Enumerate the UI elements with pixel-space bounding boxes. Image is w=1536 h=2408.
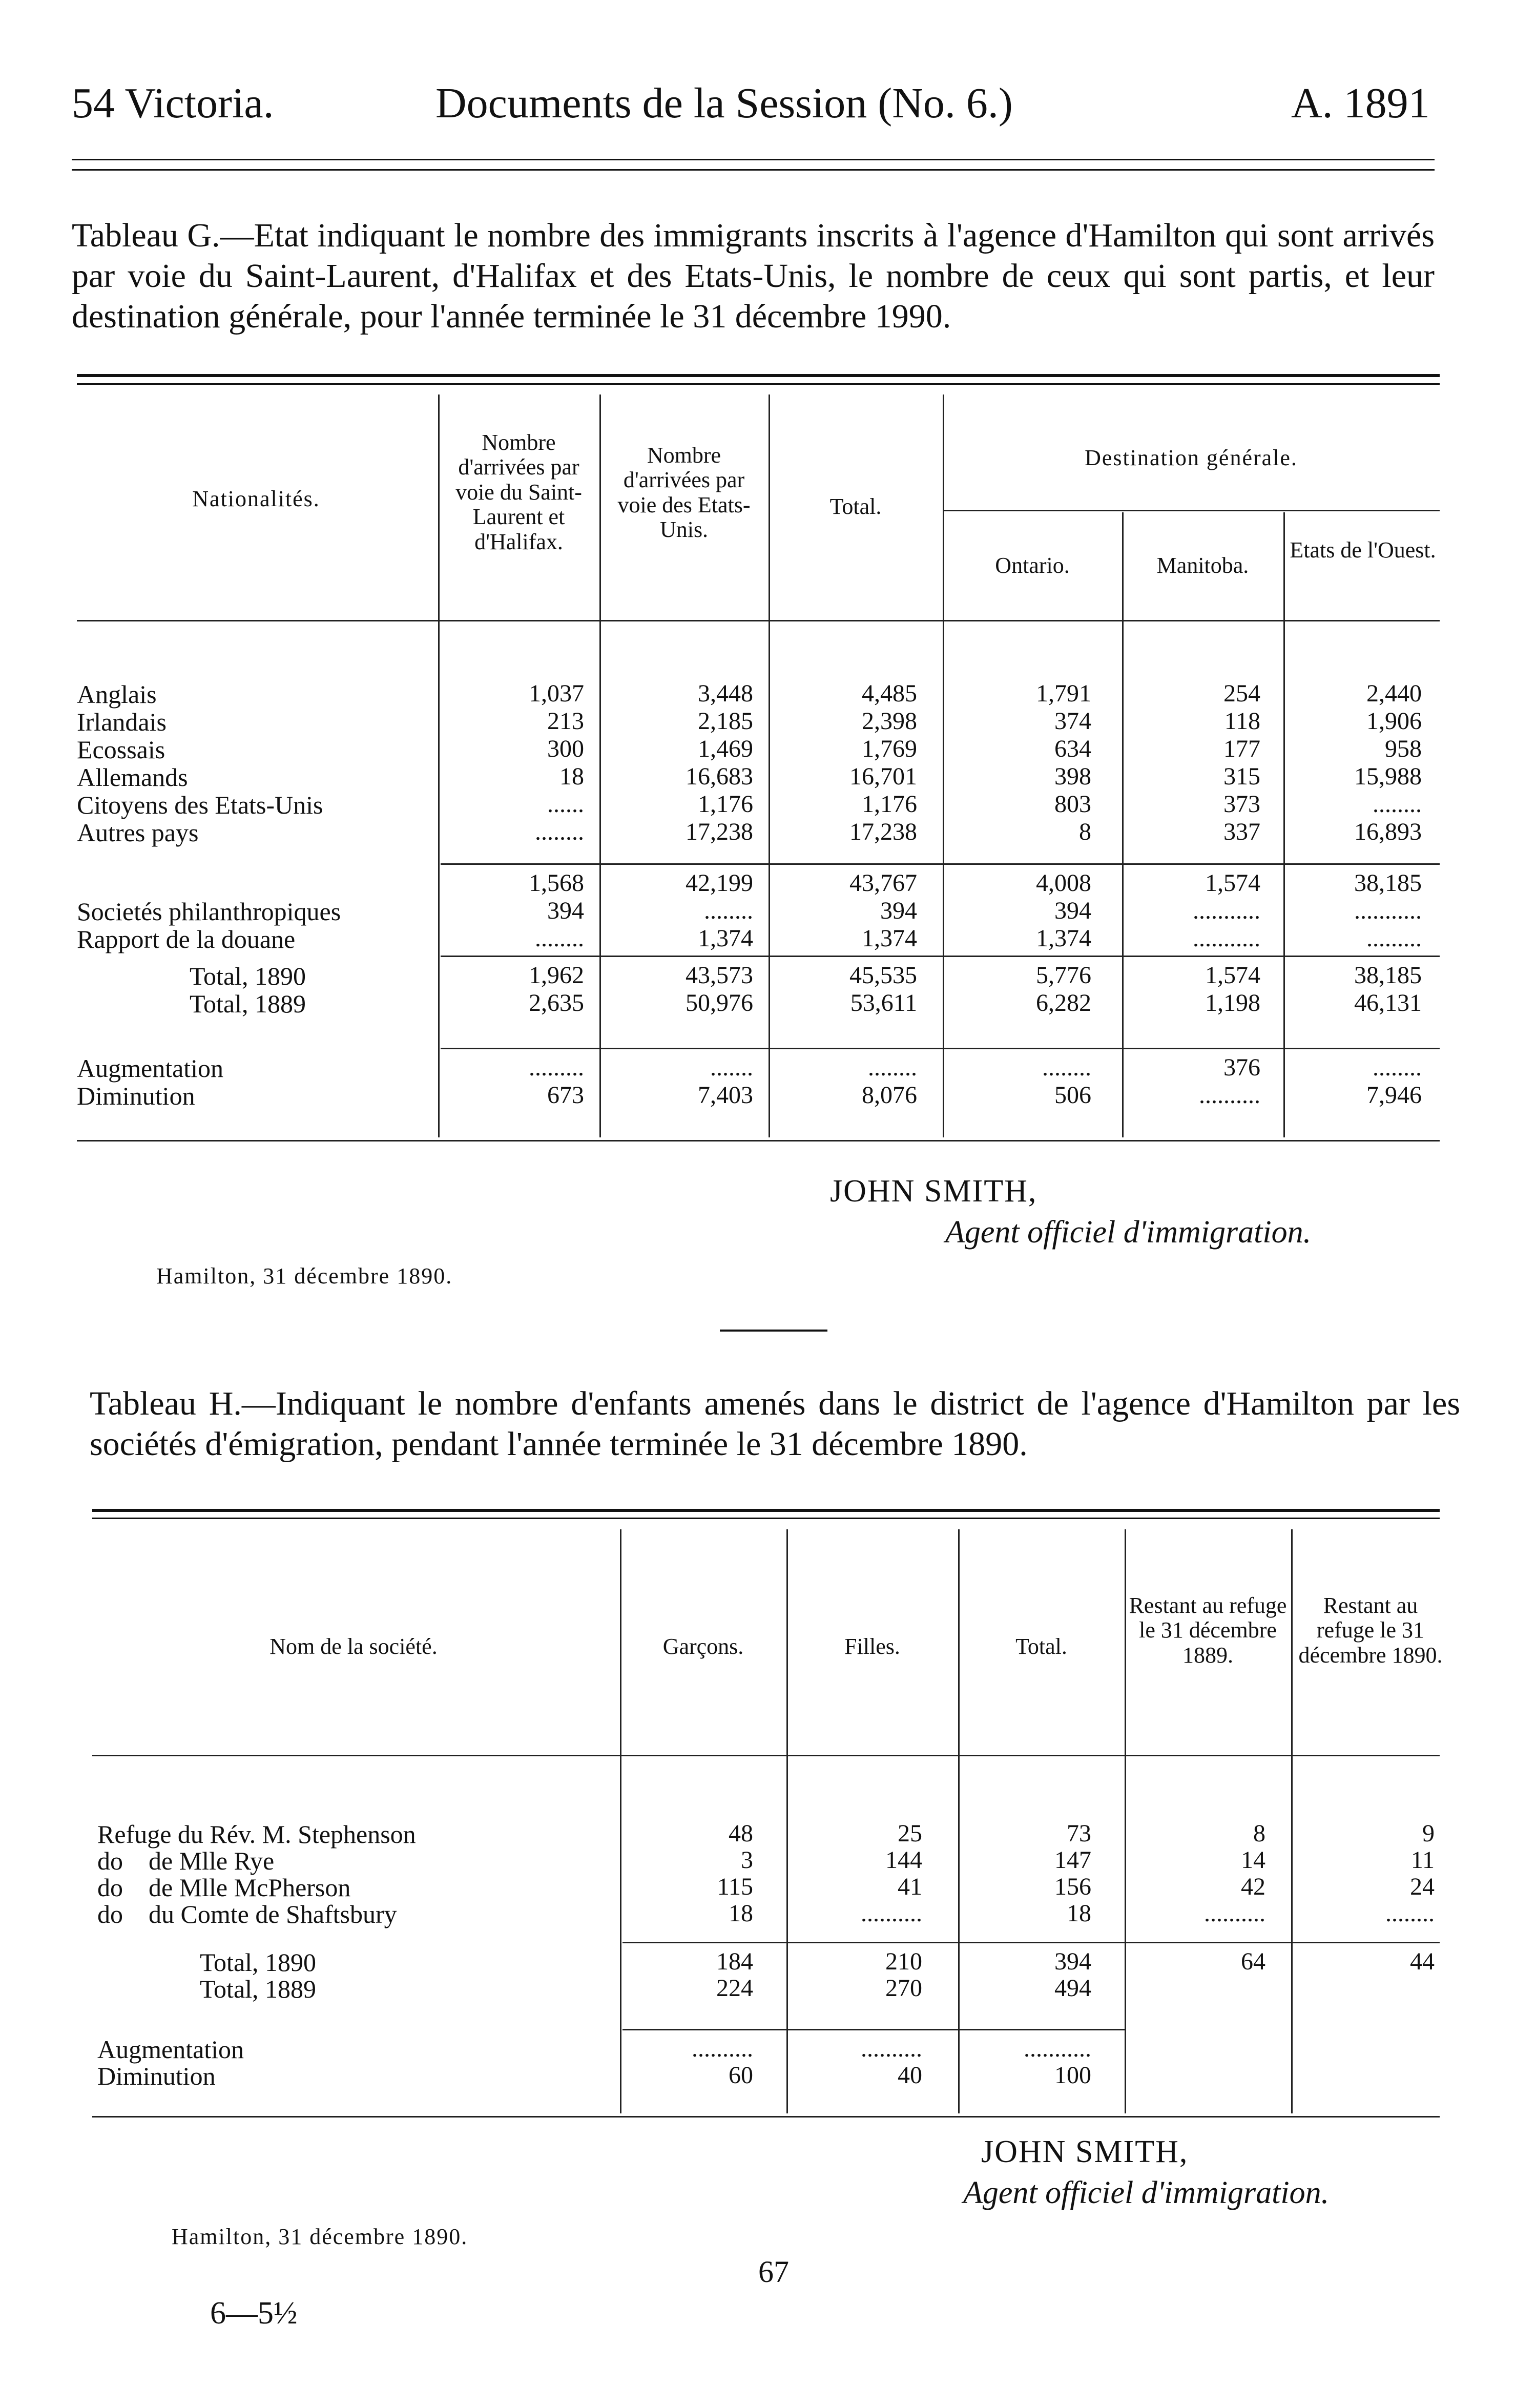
- table-g-cell-man: 254: [1223, 680, 1260, 707]
- table-h-cell-filles: ..........: [861, 2035, 922, 2062]
- table-g-cell-ouest: .........: [1366, 925, 1422, 952]
- table-h-col-sep: [786, 1529, 788, 2113]
- table-g-cell-stl: 213: [547, 708, 584, 735]
- table-g-cell-ont: 4,008: [1036, 869, 1091, 897]
- table-h-cell-r1889: ..........: [1204, 1900, 1265, 1927]
- table-g-cell-ouest: 958: [1385, 735, 1422, 762]
- table-g-row-label: Irlandais: [77, 708, 167, 736]
- table-h-cell-total: ...........: [1024, 2035, 1091, 2062]
- table-g-cell-ont: 1,791: [1036, 680, 1091, 707]
- table-g-row-label: Allemands: [77, 763, 188, 792]
- table-g-cell-man: ...........: [1193, 925, 1260, 952]
- table-g-cell-man: 315: [1223, 763, 1260, 790]
- table-g-cell-total: 1,176: [862, 791, 917, 818]
- table-g-cell-stl: 673: [547, 1082, 584, 1109]
- header-restant-1890: Restant au refuge le 31 décembre 1890.: [1298, 1593, 1443, 1668]
- table-g-cell-eu: .......: [710, 1054, 753, 1081]
- table-g-row-label: Citoyens des Etats-Unis: [77, 791, 323, 819]
- table-h-cell-filles: ..........: [861, 1900, 922, 1927]
- table-g-row-label: Autres pays: [77, 818, 199, 847]
- table-h-cell-total: 156: [1054, 1873, 1091, 1900]
- table-g-cell-eu: 1,176: [698, 791, 753, 818]
- table-h-top-rule: [92, 1509, 1440, 1512]
- table-g-cell-eu: 1,469: [698, 735, 753, 762]
- table-g-cell-ouest: 7,946: [1366, 1082, 1422, 1109]
- table-g-cell-ont: 374: [1054, 708, 1091, 735]
- table-g-cell-man: 1,574: [1205, 869, 1260, 897]
- table-g-cell-man: 337: [1223, 818, 1260, 845]
- table-g-cell-stl: 300: [547, 735, 584, 762]
- running-header-center: Documents de la Session (No. 6.): [435, 79, 1013, 127]
- table-g-cell-total: 53,611: [850, 989, 917, 1016]
- table-h-col-sep: [958, 1529, 960, 2113]
- table-h-place-date: Hamilton, 31 décembre 1890.: [172, 2224, 468, 2249]
- table-g-cell-eu: 50,976: [686, 989, 753, 1016]
- table-g-cell-total: 45,535: [849, 962, 917, 989]
- table-h-bottom-rule: [92, 2116, 1440, 2118]
- table-g-cell-man: 373: [1223, 791, 1260, 818]
- table-h-cell-total: 18: [1067, 1900, 1091, 1927]
- table-g-cell-ouest: 38,185: [1354, 962, 1422, 989]
- table-g-cell-man: 177: [1223, 735, 1260, 762]
- table-h-cell-filles: 210: [885, 1948, 922, 1975]
- table-h-cell-r1890: 9: [1422, 1820, 1435, 1847]
- table-h-cell-garcons: 60: [729, 2062, 753, 2089]
- header-garcons: Garçons.: [662, 1634, 744, 1659]
- table-g-cell-ont: 6,282: [1036, 989, 1091, 1016]
- table-h-title: —Indiquant le nombre d'enfants amenés dans le district de l'agence d'Hamilton par les sociétés d'émigration, pendant l'année terminée le 31 décembre 1890.: [90, 1385, 1460, 1463]
- table-g-label: Tableau G.: [72, 217, 220, 254]
- table-g-row-label: Diminution: [77, 1082, 195, 1110]
- table-g-signature-name: JOHN SMITH,: [830, 1174, 1037, 1209]
- header-total-h: Total.: [1015, 1634, 1067, 1659]
- table-g-row-label: Societés philanthropiques: [77, 897, 341, 926]
- table-h-top-rule-thin: [92, 1518, 1440, 1519]
- table-g-cell-man: 376: [1223, 1054, 1260, 1081]
- table-g-cell-eu: 43,573: [686, 962, 753, 989]
- table-g-cell-ouest: 38,185: [1354, 869, 1422, 897]
- table-g-cell-ont: 634: [1054, 735, 1091, 762]
- table-h-cell-total: 494: [1054, 1975, 1091, 2002]
- table-g-cell-ont: 8: [1079, 818, 1091, 845]
- table-g-cell-man: 118: [1224, 708, 1260, 735]
- table-h-cell-total: 394: [1054, 1948, 1091, 1975]
- table-g-cell-man: ...........: [1193, 897, 1260, 924]
- table-h-cell-garcons: 184: [716, 1948, 753, 1975]
- header-filles: Filles.: [844, 1634, 900, 1659]
- table-g-cell-ouest: ........: [1373, 1054, 1422, 1081]
- table-h-cell-filles: 41: [898, 1873, 922, 1900]
- running-header-right: A. 1891: [1291, 79, 1430, 127]
- table-g-cell-ont: 1,374: [1036, 925, 1091, 952]
- table-h-cell-garcons: 18: [729, 1900, 753, 1927]
- table-h-cell-r1889: 14: [1241, 1846, 1265, 1874]
- table-g-cell-eu: 1,374: [698, 925, 753, 952]
- table-h-row-label: do de Mlle Rye: [97, 1846, 275, 1875]
- table-g-cell-man: ..........: [1199, 1082, 1260, 1109]
- table-g-cell-total: 17,238: [849, 818, 917, 845]
- header-societe: Nom de la société.: [269, 1634, 438, 1659]
- table-g-cell-eu: 2,185: [698, 708, 753, 735]
- table-g-cell-total: 4,485: [862, 680, 917, 707]
- table-g-cell-ont: ........: [1042, 1054, 1091, 1081]
- running-header-left: 54 Victoria.: [72, 79, 274, 127]
- table-g-row-label: Total, 1889: [190, 989, 306, 1018]
- table-g-cell-total: 43,767: [849, 869, 917, 897]
- table-h-cell-garcons: 224: [716, 1975, 753, 2002]
- table-g-cell-stl: 1,037: [529, 680, 584, 707]
- table-g-cell-stl: 1,568: [529, 869, 584, 897]
- table-g-cell-stl: 1,962: [529, 962, 584, 989]
- header-nationalites: Nationalités.: [192, 486, 320, 511]
- table-g-cell-stl: 394: [547, 897, 584, 924]
- table-h-cell-garcons: 115: [717, 1873, 753, 1900]
- table-g-place-date: Hamilton, 31 décembre 1890.: [156, 1263, 453, 1289]
- table-g-cell-eu: 7,403: [698, 1082, 753, 1109]
- table-h-cell-r1890: 11: [1410, 1846, 1435, 1874]
- table-h-totals-rule: [622, 1942, 1440, 1943]
- table-g-cell-total: 1,769: [862, 735, 917, 762]
- table-h-cell-r1890: 44: [1410, 1948, 1435, 1975]
- table-g-cell-eu: 42,199: [686, 869, 753, 897]
- header-ouest: Etats de l'Ouest.: [1290, 537, 1436, 563]
- table-g-cell-ouest: ...........: [1354, 897, 1422, 924]
- header-total: Total.: [829, 494, 882, 519]
- table-g-cell-man: 1,574: [1205, 962, 1260, 989]
- table-h-signature-title: Agent officiel d'immigration.: [963, 2175, 1330, 2210]
- table-g-cell-stl: 18: [559, 763, 584, 790]
- table-g-cell-ont: 5,776: [1036, 962, 1091, 989]
- table-h-col-sep: [1125, 1529, 1126, 2113]
- table-g-cell-eu: 17,238: [686, 818, 753, 845]
- table-h-cell-filles: 25: [898, 1820, 922, 1847]
- table-g-cell-stl: ........: [535, 925, 584, 952]
- table-g-row-label: Anglais: [77, 680, 157, 709]
- header-arrivees-stl: Nombre d'arrivées par voie du Saint-Laurent et d'Halifax.: [455, 430, 582, 554]
- table-h-cell-filles: 144: [885, 1846, 922, 1874]
- table-g-cell-ont: 506: [1054, 1082, 1091, 1109]
- header-ontario: Ontario.: [995, 553, 1070, 578]
- table-h-cell-filles: 40: [898, 2062, 922, 2089]
- table-g-cell-eu: 16,683: [686, 763, 753, 790]
- table-h-col-sep: [1291, 1529, 1293, 2113]
- table-h-cell-garcons: ..........: [692, 2035, 753, 2062]
- table-g-row-label: Total, 1890: [190, 962, 306, 990]
- table-g-cell-eu: ........: [704, 897, 753, 924]
- table-h-row-label: Total, 1890: [200, 1948, 317, 1977]
- table-h-row-label: Refuge du Rév. M. Stephenson: [97, 1820, 416, 1849]
- table-h-row-label: Diminution: [97, 2062, 216, 2090]
- table-g-cell-ouest: ........: [1373, 791, 1422, 818]
- table-g-cell-total: 8,076: [862, 1082, 917, 1109]
- table-g-row-label: Augmentation: [77, 1054, 224, 1083]
- header-manitoba: Manitoba.: [1156, 553, 1249, 578]
- table-g-cell-total: 16,701: [849, 763, 917, 790]
- table-g-cell-total: 1,374: [862, 925, 917, 952]
- table-g-cell-stl: ........: [535, 818, 584, 845]
- table-h-col-sep: [620, 1529, 621, 2113]
- table-h-cell-r1889: 42: [1241, 1873, 1265, 1900]
- header-restant-1889: Restant au refuge le 31 décembre 1889.: [1129, 1593, 1287, 1668]
- header-destination: Destination générale.: [1085, 445, 1298, 470]
- table-g-cell-ouest: 46,131: [1354, 989, 1422, 1016]
- table-g-cell-ont: 398: [1054, 763, 1091, 790]
- table-h-changes-rule: [622, 2029, 1125, 2030]
- table-h-cell-garcons: 48: [729, 1820, 753, 1847]
- table-g-row-label: Ecossais: [77, 735, 165, 764]
- table-g-row-label: Rapport de la douane: [77, 925, 296, 953]
- table-h-cell-garcons: 3: [741, 1846, 753, 1874]
- table-h-row-label: Total, 1889: [200, 1975, 317, 2003]
- table-g-cell-total: 394: [880, 897, 917, 924]
- table-h-row-label: do du Comte de Shaftsbury: [97, 1900, 397, 1928]
- table-h-cell-r1889: 8: [1253, 1820, 1265, 1847]
- page-number: 67: [758, 2255, 789, 2289]
- table-h-cell-filles: 270: [885, 1975, 922, 2002]
- table-g-title: —Etat indiquant le nombre des immigrants inscrits à l'agence d'Hamilton qui sont arrivés par voie du Saint-Laurent, d'Halifax et des Etats-Unis, le nombre de ceux qui sont partis, et leur destination générale, pour l'année terminée le 31 décembre 1990.: [72, 217, 1435, 336]
- header-arrivees-eu: Nombre d'arrivées par voie des Etats-Unis.: [617, 443, 751, 543]
- table-g-cell-ouest: 1,906: [1366, 708, 1422, 735]
- table-g-cell-stl: ......: [547, 791, 584, 818]
- table-h-cell-total: 100: [1054, 2062, 1091, 2089]
- table-g-cell-stl: 2,635: [529, 989, 584, 1016]
- table-g-cell-stl: .........: [529, 1054, 584, 1081]
- table-g-cell-ouest: 15,988: [1354, 763, 1422, 790]
- table-h-cell-r1890: 24: [1410, 1873, 1435, 1900]
- table-h-signature-name: JOHN SMITH,: [981, 2134, 1189, 2169]
- table-g-cell-ont: 394: [1054, 897, 1091, 924]
- table-h-label: Tableau H.: [90, 1385, 242, 1422]
- table-g-cell-ouest: 2,440: [1366, 680, 1422, 707]
- table-g-cell-total: ........: [868, 1054, 917, 1081]
- table-g-cell-eu: 3,448: [698, 680, 753, 707]
- table-g-cell-man: 1,198: [1205, 989, 1260, 1016]
- table-h-header-rule: [92, 1755, 1440, 1756]
- table-g-signature-title: Agent officiel d'immigration.: [945, 1215, 1312, 1250]
- table-g-cell-total: 2,398: [862, 708, 917, 735]
- table-h-cell-total: 73: [1067, 1820, 1091, 1847]
- table-g-cell-ont: 803: [1054, 791, 1091, 818]
- table-h-row-label: do de Mlle McPherson: [97, 1873, 351, 1902]
- table-h-row-label: Augmentation: [97, 2035, 244, 2064]
- table-h-cell-total: 147: [1054, 1846, 1091, 1874]
- table-g-cell-ouest: 16,893: [1354, 818, 1422, 845]
- table-h-cell-r1890: ........: [1385, 1900, 1435, 1927]
- table-h-cell-r1889: 64: [1241, 1948, 1265, 1975]
- sheet-mark: 6—5½: [210, 2296, 298, 2331]
